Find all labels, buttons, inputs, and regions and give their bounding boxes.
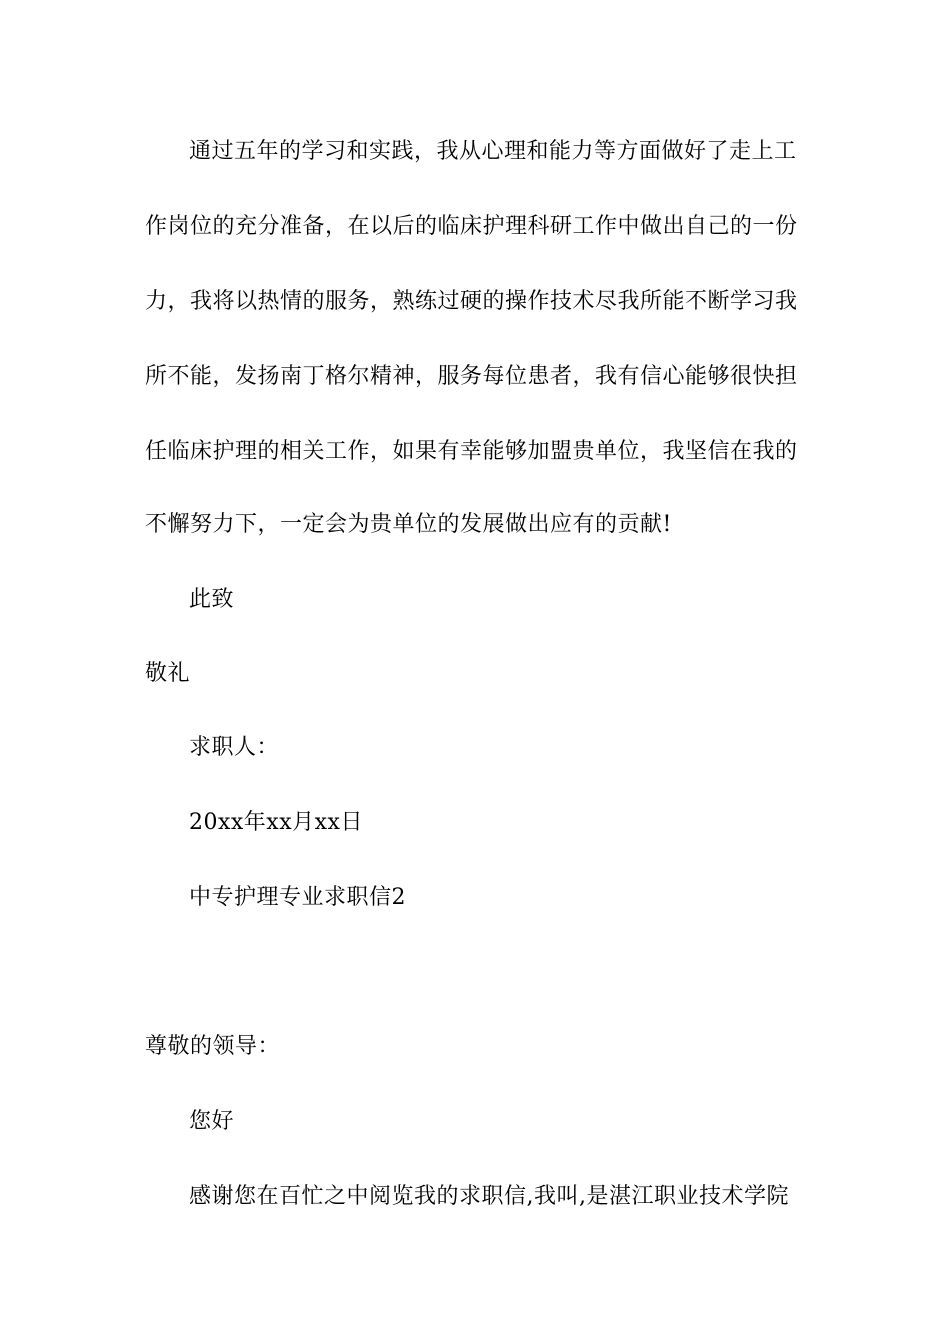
paragraph-line-4: 所不能，发扬南丁格尔精神，服务每位患者，我有信心能够很快担 [145, 364, 798, 389]
greeting: 您好 [189, 1109, 235, 1134]
paragraph-line-3: 力，我将以热情的服务，熟练过硬的操作技术尽我所能不断学习我 [145, 289, 798, 314]
body-line-1: 感谢您在百忙之中阅览我的求职信,我叫,是湛江职业技术学院 [189, 1184, 789, 1209]
closing-cizhi: 此致 [189, 587, 235, 612]
signature-label: 求职人： [189, 735, 280, 760]
paragraph-line-5: 任临床护理的相关工作，如果有幸能够加盟贵单位，我坚信在我的 [145, 439, 798, 464]
date-line: 20xx年xx月xx日 [189, 810, 363, 835]
closing-jingli: 敬礼 [145, 661, 191, 686]
next-letter-title: 中专护理专业求职信2 [189, 885, 406, 910]
salutation: 尊敬的领导： [145, 1034, 281, 1059]
paragraph-line-1: 通过五年的学习和实践，我从心理和能力等方面做好了走上工 [189, 139, 797, 164]
paragraph-line-2: 作岗位的充分准备，在以后的临床护理科研工作中做出自己的一份 [145, 214, 798, 239]
paragraph-line-6: 不懈努力下，一定会为贵单位的发展做出应有的贡献! [145, 512, 672, 537]
